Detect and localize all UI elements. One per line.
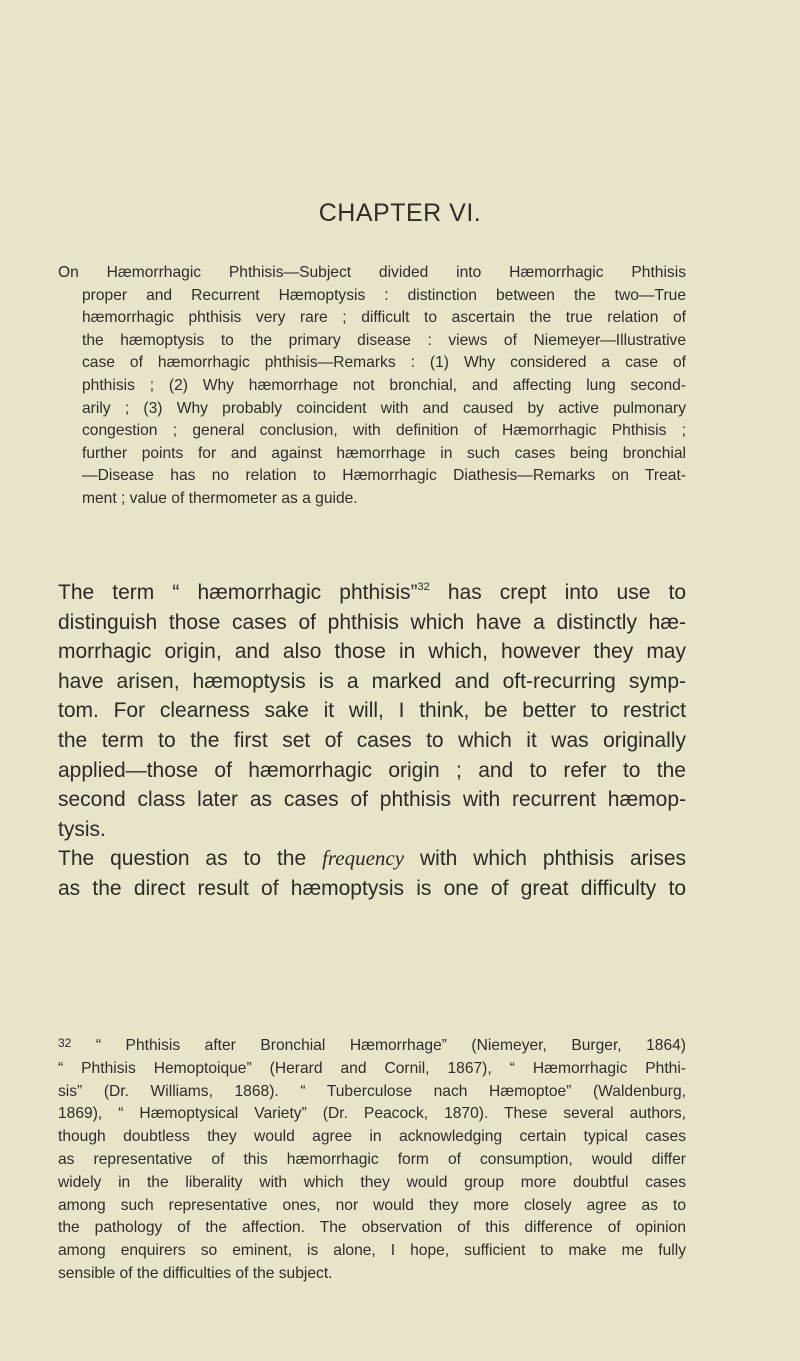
footnote-line: among such representative ones, nor would they more closely agree as to bbox=[58, 1196, 686, 1214]
footnote-line: “ Phthisis Hemoptoique” (Herard and Cornil, 1867), “ Hæmorrhagic Phthi- bbox=[58, 1059, 686, 1077]
footnote-line: 1869), “ Hæmoptysical Variety” (Dr. Peacock, 1870). These several authors, bbox=[58, 1105, 686, 1123]
body-line bbox=[58, 578, 686, 608]
footnote-line: sis” (Dr. Williams, 1868). “ Tuberculose nach Hæmoptoe” (Waldenburg, bbox=[58, 1082, 686, 1100]
footnote-text-span: “ Phthisis after Bronchial Hæmorrhage” (Niemeyer, Burger, 1864) bbox=[71, 1037, 686, 1054]
body-line: morrhagic origin, and also those in which, however they may bbox=[58, 640, 686, 664]
body-line: tom. For clearness sake it will, I think, be better to restrict bbox=[58, 699, 686, 723]
body-line bbox=[58, 844, 686, 874]
body-line: applied—those of hæmorrhagic origin ; and to refer to the bbox=[58, 758, 686, 782]
synopsis-line: proper and Recurrent Hæmoptysis : distinction between the two—True bbox=[82, 286, 686, 304]
synopsis-line: hæmorrhagic phthisis very rare ; difficult to ascertain the true relation of bbox=[82, 309, 686, 327]
synopsis-line: congestion ; general conclusion, with definition of Hæmorrhagic Phthisis ; bbox=[82, 422, 686, 440]
body-line: as the direct result of hæmoptysis is one of great difficulty to bbox=[58, 876, 686, 900]
body-text-span: has crept into use to bbox=[429, 581, 686, 604]
body-line: have arisen, hæmoptysis is a marked and oft-recurring symp- bbox=[58, 669, 686, 693]
body-line: tysis. bbox=[58, 817, 106, 841]
synopsis-line: case of hæmorrhagic phthisis—Remarks : (1) Why considered a case of bbox=[82, 354, 686, 372]
main-text bbox=[58, 578, 686, 904]
footnote bbox=[58, 1032, 686, 1286]
synopsis-line: further points for and against hæmorrhage in such cases being bronchial bbox=[82, 444, 686, 462]
synopsis-line: On Hæmorrhagic Phthisis—Subject divided into Hæmorrhagic Phthisis bbox=[58, 264, 686, 281]
footnote-line: sensible of the difficulties of the subject. bbox=[58, 1264, 333, 1282]
footnote-line bbox=[58, 1032, 686, 1058]
chapter-synopsis bbox=[58, 262, 686, 511]
footnote-line: the pathology of the affection. The observation of this difference of opinion bbox=[58, 1219, 686, 1237]
footnote-mark: 32 bbox=[58, 1036, 72, 1050]
body-line: distinguish those cases of phthisis which have a distinctly hæ- bbox=[58, 610, 686, 634]
footnote-line: among enquirers so eminent, is alone, I hope, sufficient to make me fully bbox=[58, 1242, 686, 1260]
emphasis-text: frequency bbox=[322, 846, 405, 871]
footnote-line: widely in the liberality with which they would group more doubtful cases bbox=[58, 1173, 686, 1191]
body-text-span: with which phthisis arises bbox=[404, 847, 687, 871]
footnote-reference: 32 bbox=[417, 581, 430, 593]
synopsis-line: phthisis ; (2) Why hæmorrhage not bronchial, and affecting lung second- bbox=[82, 376, 686, 394]
footnote-line: though doubtless they would agree in acknowledging certain typical cases bbox=[58, 1128, 686, 1146]
body-text-span: The term “ hæmorrhagic phthisis” bbox=[58, 581, 418, 604]
synopsis-line: —Disease has no relation to Hæmorrhagic Diathesis—Remarks on Treat- bbox=[82, 467, 686, 485]
synopsis-line: arily ; (3) Why probably coincident with and caused by active pulmonary bbox=[82, 399, 686, 417]
body-text-span: The question as to the bbox=[58, 847, 323, 871]
footnote-line: as representative of this hæmorrhagic form of consumption, would differ bbox=[58, 1150, 686, 1168]
chapter-title: CHAPTER VI. bbox=[318, 199, 482, 227]
synopsis-line: ment ; value of thermometer as a guide. bbox=[82, 489, 358, 507]
synopsis-line: the hæmoptysis to the primary disease : views of Niemeyer—Illustrative bbox=[82, 331, 686, 349]
body-line: the term to the first set of cases to which it was originally bbox=[58, 728, 686, 752]
body-line: second class later as cases of phthisis with recurrent hæmop- bbox=[58, 788, 686, 812]
